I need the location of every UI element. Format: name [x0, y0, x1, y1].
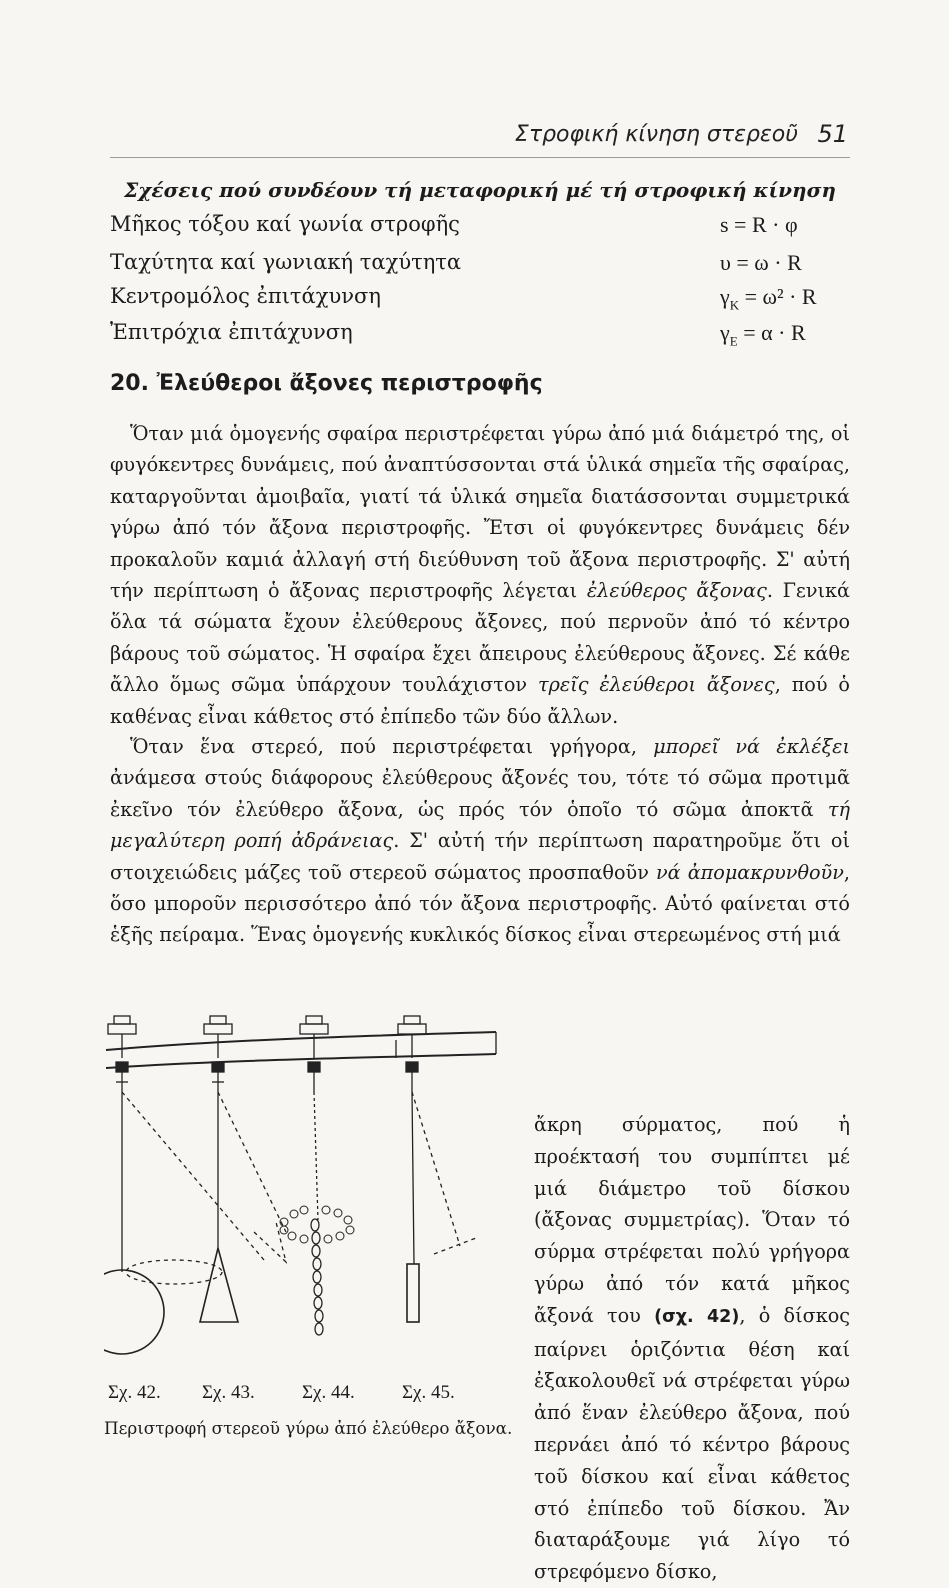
paragraph-text: , ὁ δίσκος παίρνει ὁριζόντια θέση καί ἐξακολουθεῖ νά στρέφεται γύρω ἀπό ἕναν ἐλεύθερο ἄξονα, πού περνάει ἀπό τό κέντρο βάρους τοῦ δίσκου καί εἶναι κάθετος στό ἐπίπεδο τοῦ δίσκου. Ἄν διαταράξουμε γιά λίγο τό στρεφόμενο δίσκο, — [534, 1303, 851, 1584]
paragraph-3 — [534, 1109, 850, 1588]
relation-row-arc-length — [110, 212, 850, 242]
relation-label: Κεντρομόλος ἐπιτάχυνση — [110, 284, 381, 308]
relations-title: Σχέσεις πού συνδέουν τή μεταφορική μέ τή στροφική κίνηση — [124, 178, 836, 202]
emphasis-free-axis: ἐλεύθερος ἄξονας — [586, 579, 767, 603]
figure-reference: (σχ. 42) — [654, 1306, 740, 1327]
paragraph-2 — [110, 731, 850, 951]
formula-rest: = ω² · R — [739, 284, 817, 309]
paragraph-text: . Γενικά ὅλα τά σώματα ἔχουν ἐλεύθερους ἄξονες, πού περνοῦν ἀπό τό κέντρο βάρους τοῦ σώματος. Ἡ σφαίρα ἔχει ἄπειρους ἐλεύθερους ἄξονες. Σέ κάθε ἄλλο ὅμως σῶμα ὑπάρχουν τουλάχιστον — [110, 579, 850, 697]
figure-label-45: Σχ. 45. — [402, 1382, 455, 1403]
hanger-42 — [108, 1016, 136, 1092]
dashed-wire-42 — [122, 1092, 264, 1260]
support-bar-top — [106, 1032, 496, 1050]
relation-formula — [720, 320, 806, 349]
paragraph-text: Ὅταν ἕνα στερεό, πού περιστρέφεται γρήγορα, — [130, 735, 637, 758]
wire-44 — [314, 1092, 318, 1220]
relation-formula: υ = ω · R — [720, 250, 802, 275]
cone-43 — [200, 1248, 238, 1322]
paragraph-text: Ὅταν μιά ὁμογενής σφαίρα περιστρέφεται γύρω ἀπό μιά διάμετρό της, οἱ φυγόκεντρες δυνάμεις, πού ἀναπτύσσονται στά ὑλικά σημεῖα τῆς σφαίρας, καταργοῦνται ἀμοιβαῖα, γιατί τά ὑλικά σημεῖα διατάσσονται συμμετρικά γύρω ἀπό τόν ἄξονα περιστροφῆς. Ἔτσι οἱ φυγόκεντρες δυνάμεις δέν προκαλοῦν καμιά ἀλλαγή στή διεύθυνση τοῦ ἄξονα περιστροφῆς. Σ' αὐτή τήν περίπτωση ὁ ἄξονας περιστροφῆς λέγεται — [110, 422, 850, 603]
disk-42 — [104, 1270, 164, 1354]
rod-45 — [407, 1264, 419, 1322]
emphasis-three-axes: τρεῖς ἐλεύθεροι ἄξονες — [538, 673, 775, 697]
dashed-wire-43 — [218, 1092, 286, 1232]
relation-row-velocity — [110, 250, 850, 280]
support-bar-bottom — [106, 1054, 496, 1068]
figure-label-44: Σχ. 44. — [302, 1382, 355, 1403]
paragraph-text: , ὅσο μποροῦν περισσότερο ἀπό τόν ἄξονα περιστροφῆς. Αὐτό φαίνεται στό ἑξῆς πείραμα. Ἕνας ὁμογενής κυκλικός δίσκος εἶναι στερεωμένος στή μιά — [110, 860, 850, 947]
dashed-cone-43 — [254, 1222, 286, 1262]
section-heading — [110, 371, 543, 396]
figure-caption: Περιστροφή στερεοῦ γύρω ἀπό ἐλεύθερο ἄξονα. — [104, 1418, 513, 1438]
relation-label: Ταχύτητα καί γωνιακή ταχύτητα — [110, 250, 462, 274]
figure-area — [104, 1010, 514, 1390]
section-number: 20. — [110, 371, 149, 396]
figure-label-43: Σχ. 43. — [202, 1382, 255, 1403]
hanger-43 — [204, 1016, 232, 1092]
emphasis-max-inertia: τή μεγαλύτερη ροπή ἀδράνειας — [110, 797, 850, 853]
formula-symbol: γ — [720, 320, 730, 345]
formula-rest: = α · R — [737, 320, 806, 345]
chain-ring-44 — [280, 1206, 354, 1243]
formula-subscript: E — [729, 333, 738, 349]
relation-label: Ἐπιτρόχια ἐπιτάχυνση — [110, 320, 353, 344]
paragraph-1 — [110, 418, 850, 732]
header-rule — [110, 157, 850, 158]
paragraph-text: ἄκρη σύρματος, πού ἡ προέκτασή του συμπίπτει μέ μιά διάμετρο τοῦ δίσκου (ἄξονας συμμετρίας). Ὅταν τό σύρμα στρέφεται πολύ γρήγορα γύρω ἀπό τόν κατά μῆκος ἄξονά του — [534, 1113, 850, 1327]
paragraph-text: , πού ὁ καθένας εἶναι κάθετος στό ἐπίπεδο τῶν δύο ἄλλων. — [110, 673, 850, 728]
relation-label: Μῆκος τόξου καί γωνία στροφῆς — [110, 212, 460, 236]
relation-row-centripetal — [110, 284, 850, 314]
relation-formula: s = R · φ — [720, 212, 798, 237]
page-header — [110, 118, 848, 158]
emphasis-move-away: νά ἀπομακρυνθοῦν — [655, 860, 844, 884]
figure-illustration — [104, 1010, 514, 1382]
paragraph-text: . Σ' αὐτή τήν περίπτωση παρατηροῦμε ὅτι οἱ στοιχειώδεις μάζες τοῦ στερεοῦ σώματος προσπαθοῦν — [110, 829, 850, 884]
dashed-rod-45 — [434, 1238, 476, 1254]
running-title: Στροφική κίνηση στερεοῦ — [514, 122, 798, 147]
chain-44 — [311, 1219, 323, 1335]
formula-symbol: γ — [720, 284, 730, 309]
formula-subscript: K — [729, 297, 740, 313]
figure-label-42: Σχ. 42. — [108, 1382, 161, 1403]
wire-45 — [412, 1092, 414, 1264]
dashed-disk-42 — [126, 1260, 222, 1284]
section-title: Ἐλεύθεροι ἄξονες περιστροφῆς — [156, 371, 543, 396]
hanger-44 — [300, 1016, 328, 1092]
emphasis-can-choose: μπορεῖ νά ἐκλέξει — [653, 735, 850, 758]
paragraph-text: ἀνάμεσα στούς διάφορους ἐλεύθερους ἄξονές του, τότε τό σῶμα προτιμᾶ ἐκεῖνο τόν ἐλεύθερο ἄξονα, ὡς πρός τόν ὁποῖο τό σῶμα ἀποκτᾶ — [110, 766, 850, 821]
relation-formula — [720, 284, 817, 313]
hanger-45 — [398, 1016, 426, 1092]
page-number: 51 — [817, 120, 848, 148]
dashed-wire-45 — [412, 1092, 460, 1246]
relation-row-tangential — [110, 320, 850, 350]
